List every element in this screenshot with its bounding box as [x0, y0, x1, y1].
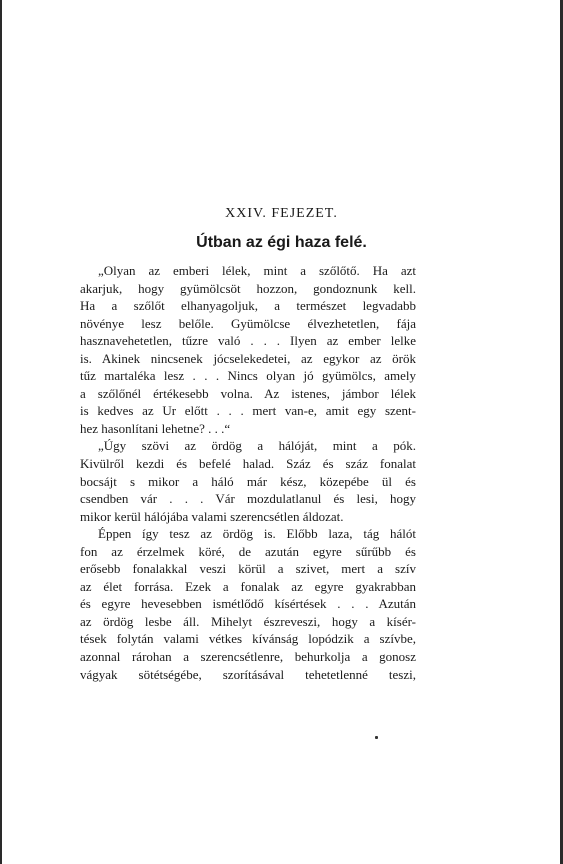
text-line: Éppen így tesz az ördög is. Előbb laza, tág hálót: [98, 526, 416, 542]
text-line: csendben vár . . . Vár mozdulatlanul és lesi, hogy: [80, 491, 416, 507]
text-line: az élet forrása. Ezek a fonalak az egyre gyakrabban: [80, 578, 416, 594]
text-line: „Úgy szövi az ördög a hálóját, mint a pók.: [98, 438, 416, 454]
text-line: azonnal rárohan a szerencsétlenre, behurkolja a gonosz: [80, 649, 416, 665]
text-line: mikor kerül hálójába valami szerencsétlen áldozat.: [80, 508, 344, 524]
ink-speck: [375, 736, 378, 739]
text-line: hez hasonlítani lehetne? . . .“: [80, 420, 231, 436]
text-line: növénye lesz belőle. Gyümölcse élvezhetetlen, fája: [80, 315, 416, 331]
text-line: bocsájt s mikor a háló már kész, közepébe ül és: [80, 473, 416, 489]
chapter-heading: XXIV. FEJEZET.: [225, 206, 338, 221]
text-line: is. Akinek nincsenek jócselekedetei, az egykor az örök: [80, 350, 416, 366]
text-line: tések folytán valami vétkes kívánság lopódzik a szívbe,: [80, 631, 416, 647]
text-line: is kedves az Ur előtt . . . mert van-e, amit egy szent-: [80, 403, 416, 419]
text-line: akarjuk, hogy gyümölcsöt hozzon, gondoznunk kell.: [80, 280, 416, 296]
text-line: hasznavehetetlen, tűzre való . . . Ilyen az ember lelke: [80, 333, 416, 349]
text-line: Ha a szőlőt elhanyagoljuk, a természet legvadabb: [80, 298, 416, 314]
text-line: vágyak sötétségébe, szorításával tehetetlenné teszi,: [80, 666, 416, 682]
body-text: [80, 262, 416, 683]
scan-border-left: [0, 0, 2, 864]
text-line: Kivülről kezdi és befelé halad. Száz és száz fonalat: [80, 456, 416, 472]
text-line: fon az érzelmek köré, de azután egyre sűrűbb és: [80, 543, 416, 559]
text-line: az ördög lesbe áll. Mihelyt észreveszi, hogy a kísér-: [80, 613, 416, 629]
text-line: tűz martaléka lesz . . . Nincs olyan jó gyümölcs, amely: [80, 368, 416, 384]
text-line: erősebb fonalakkal veszi körül a szivet, mert a szív: [80, 561, 416, 577]
text-line: és egyre hevesebben ismétlődő kísértések . . . Azután: [80, 596, 416, 612]
chapter-title: Útban az égi haza felé.: [196, 234, 367, 251]
text-line: a szőlőnél értékesebb volna. Az istenes, jámbor lélek: [80, 385, 416, 401]
text-line: „Olyan az emberi lélek, mint a szőlőtő. Ha azt: [98, 263, 416, 278]
